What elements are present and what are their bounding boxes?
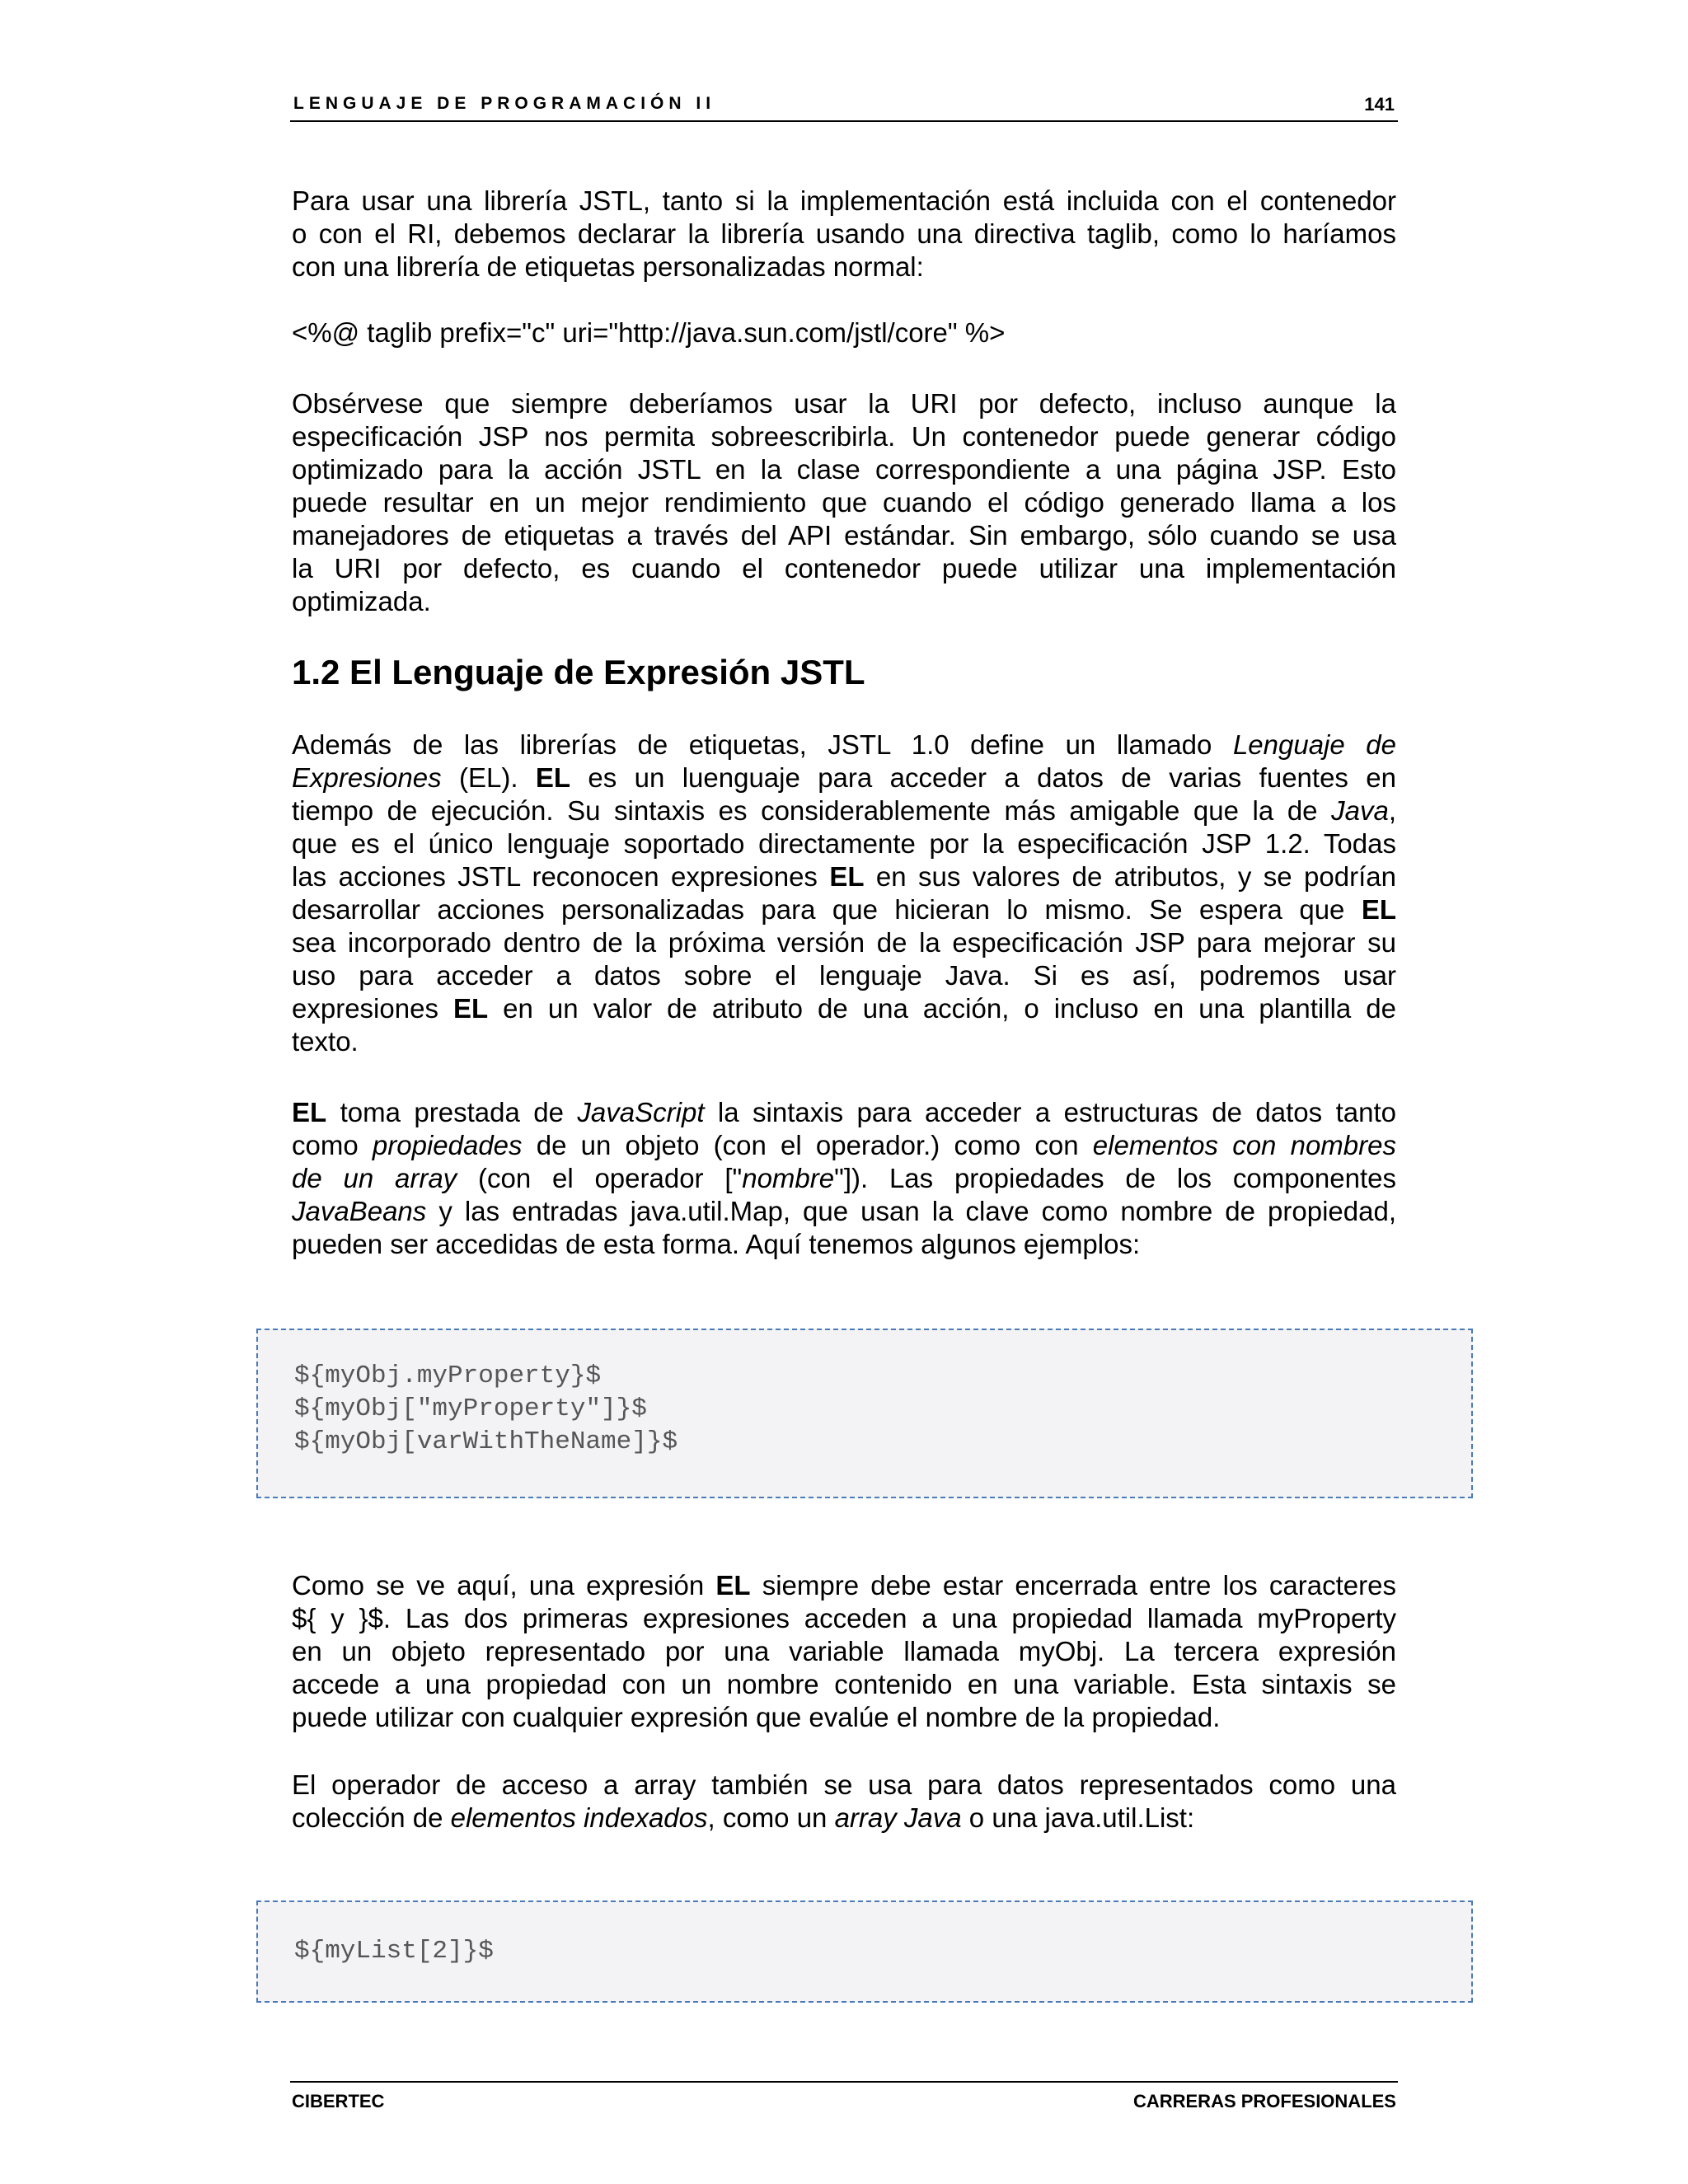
paragraph-taglib-intro: Para usar una librería JSTL, tanto si la implementación está incluida con el contenedor o con el RI, debemos declarar la librería usando una directiva taglib, como lo haríamos con una librería de etiquetas personalizadas normal: — [292, 185, 1396, 282]
footer-left: CIBERTEC — [292, 2091, 385, 2111]
page-number: 141 — [1364, 94, 1395, 115]
page-footer — [290, 2081, 1398, 2116]
code-block-properties — [256, 1329, 1473, 1498]
paragraph-array-access: El operador de acceso a array también se usa para datos representados como una colección de elementos indexados, como un array Java o una java.util.List: — [292, 1769, 1396, 1833]
header-title: LENGUAJE DE PROGRAMACIÓN II — [293, 94, 716, 113]
page-header — [290, 92, 1398, 122]
paragraph-el-delimiters: Como se ve aquí, una expresión EL siempre debe estar encerrada entre los caracteres ${ y }$. Las dos primeras expresiones acceden a una propiedad llamada myProperty en un objeto representado por una variable llamada myObj. La tercera expresión accede a una propiedad con un nombre contenido en una variable. Esta sintaxis se puede utilizar con cualquier expresión que evalúe el nombre de la propiedad. — [292, 1570, 1396, 1732]
paragraph-el-intro: Además de las librerías de etiquetas, JSTL 1.0 define un llamado Lenguaje de Expresiones (EL). EL es un luenguaje para acceder a datos de varias fuentes en tiempo de ejecución. Su sintaxis es considerablemente más amigable que la de Java, que es el único lenguaje soportado directamente por la especificación JSP 1.2. Todas las acciones JSTL reconocen expresiones EL en sus valores de atributos, y se podrían desarrollar acciones personalizadas para que hicieran lo mismo. Se espera que EL sea incorporado dentro de la próxima versión de la especificación JSP para mejorar su uso para acceder a datos sobre el lenguaje Java. Si es así, podremos usar expresiones EL en un valor de atributo de una acción, o incluso en una plantilla de texto. — [292, 729, 1396, 1057]
taglib-directive: <%@ taglib prefix="c" uri="http://java.sun.com/jstl/core" %> — [292, 317, 1006, 348]
code-list: ${myList[2]}$ — [294, 1937, 494, 1966]
section-heading: 1.2 El Lenguaje de Expresión JSTL — [292, 653, 865, 691]
paragraph-uri-default: Obsérvese que siempre deberíamos usar la URI por defecto, incluso aunque la especificación JSP nos permita sobreescribirla. Un contenedor puede generar código optimizado para la acción JSTL en la clase correspondiente a una página JSP. Esto puede resultar en un mejor rendimiento que cuando el código generado llama a los manejadores de etiquetas a través del API estándar. Sin embargo, sólo cuando se usa la URI por defecto, es cuando el contenedor puede utilizar una implementación optimizada. — [292, 388, 1396, 616]
footer-right: CARRERAS PROFESIONALES — [1132, 2091, 1396, 2111]
code-properties: ${myObj.myProperty}$ ${myObj["myProperty"]}$ ${myObj[varWithTheName]}$ — [294, 1361, 678, 1456]
paragraph-el-syntax: EL toma prestada de JavaScript la sintaxis para acceder a estructuras de datos tanto como propiedades de un objeto (con el operador.) como con elementos con nombres de un array (con el operador ["nombre"]). Las propiedades de los componentes JavaBeans y las entradas java.util.Map, que usan la clave como nombre de propiedad, pueden ser accedidas de esta forma. Aquí tenemos algunos ejemplos: — [292, 1097, 1396, 1259]
code-block-list — [256, 1900, 1473, 2003]
